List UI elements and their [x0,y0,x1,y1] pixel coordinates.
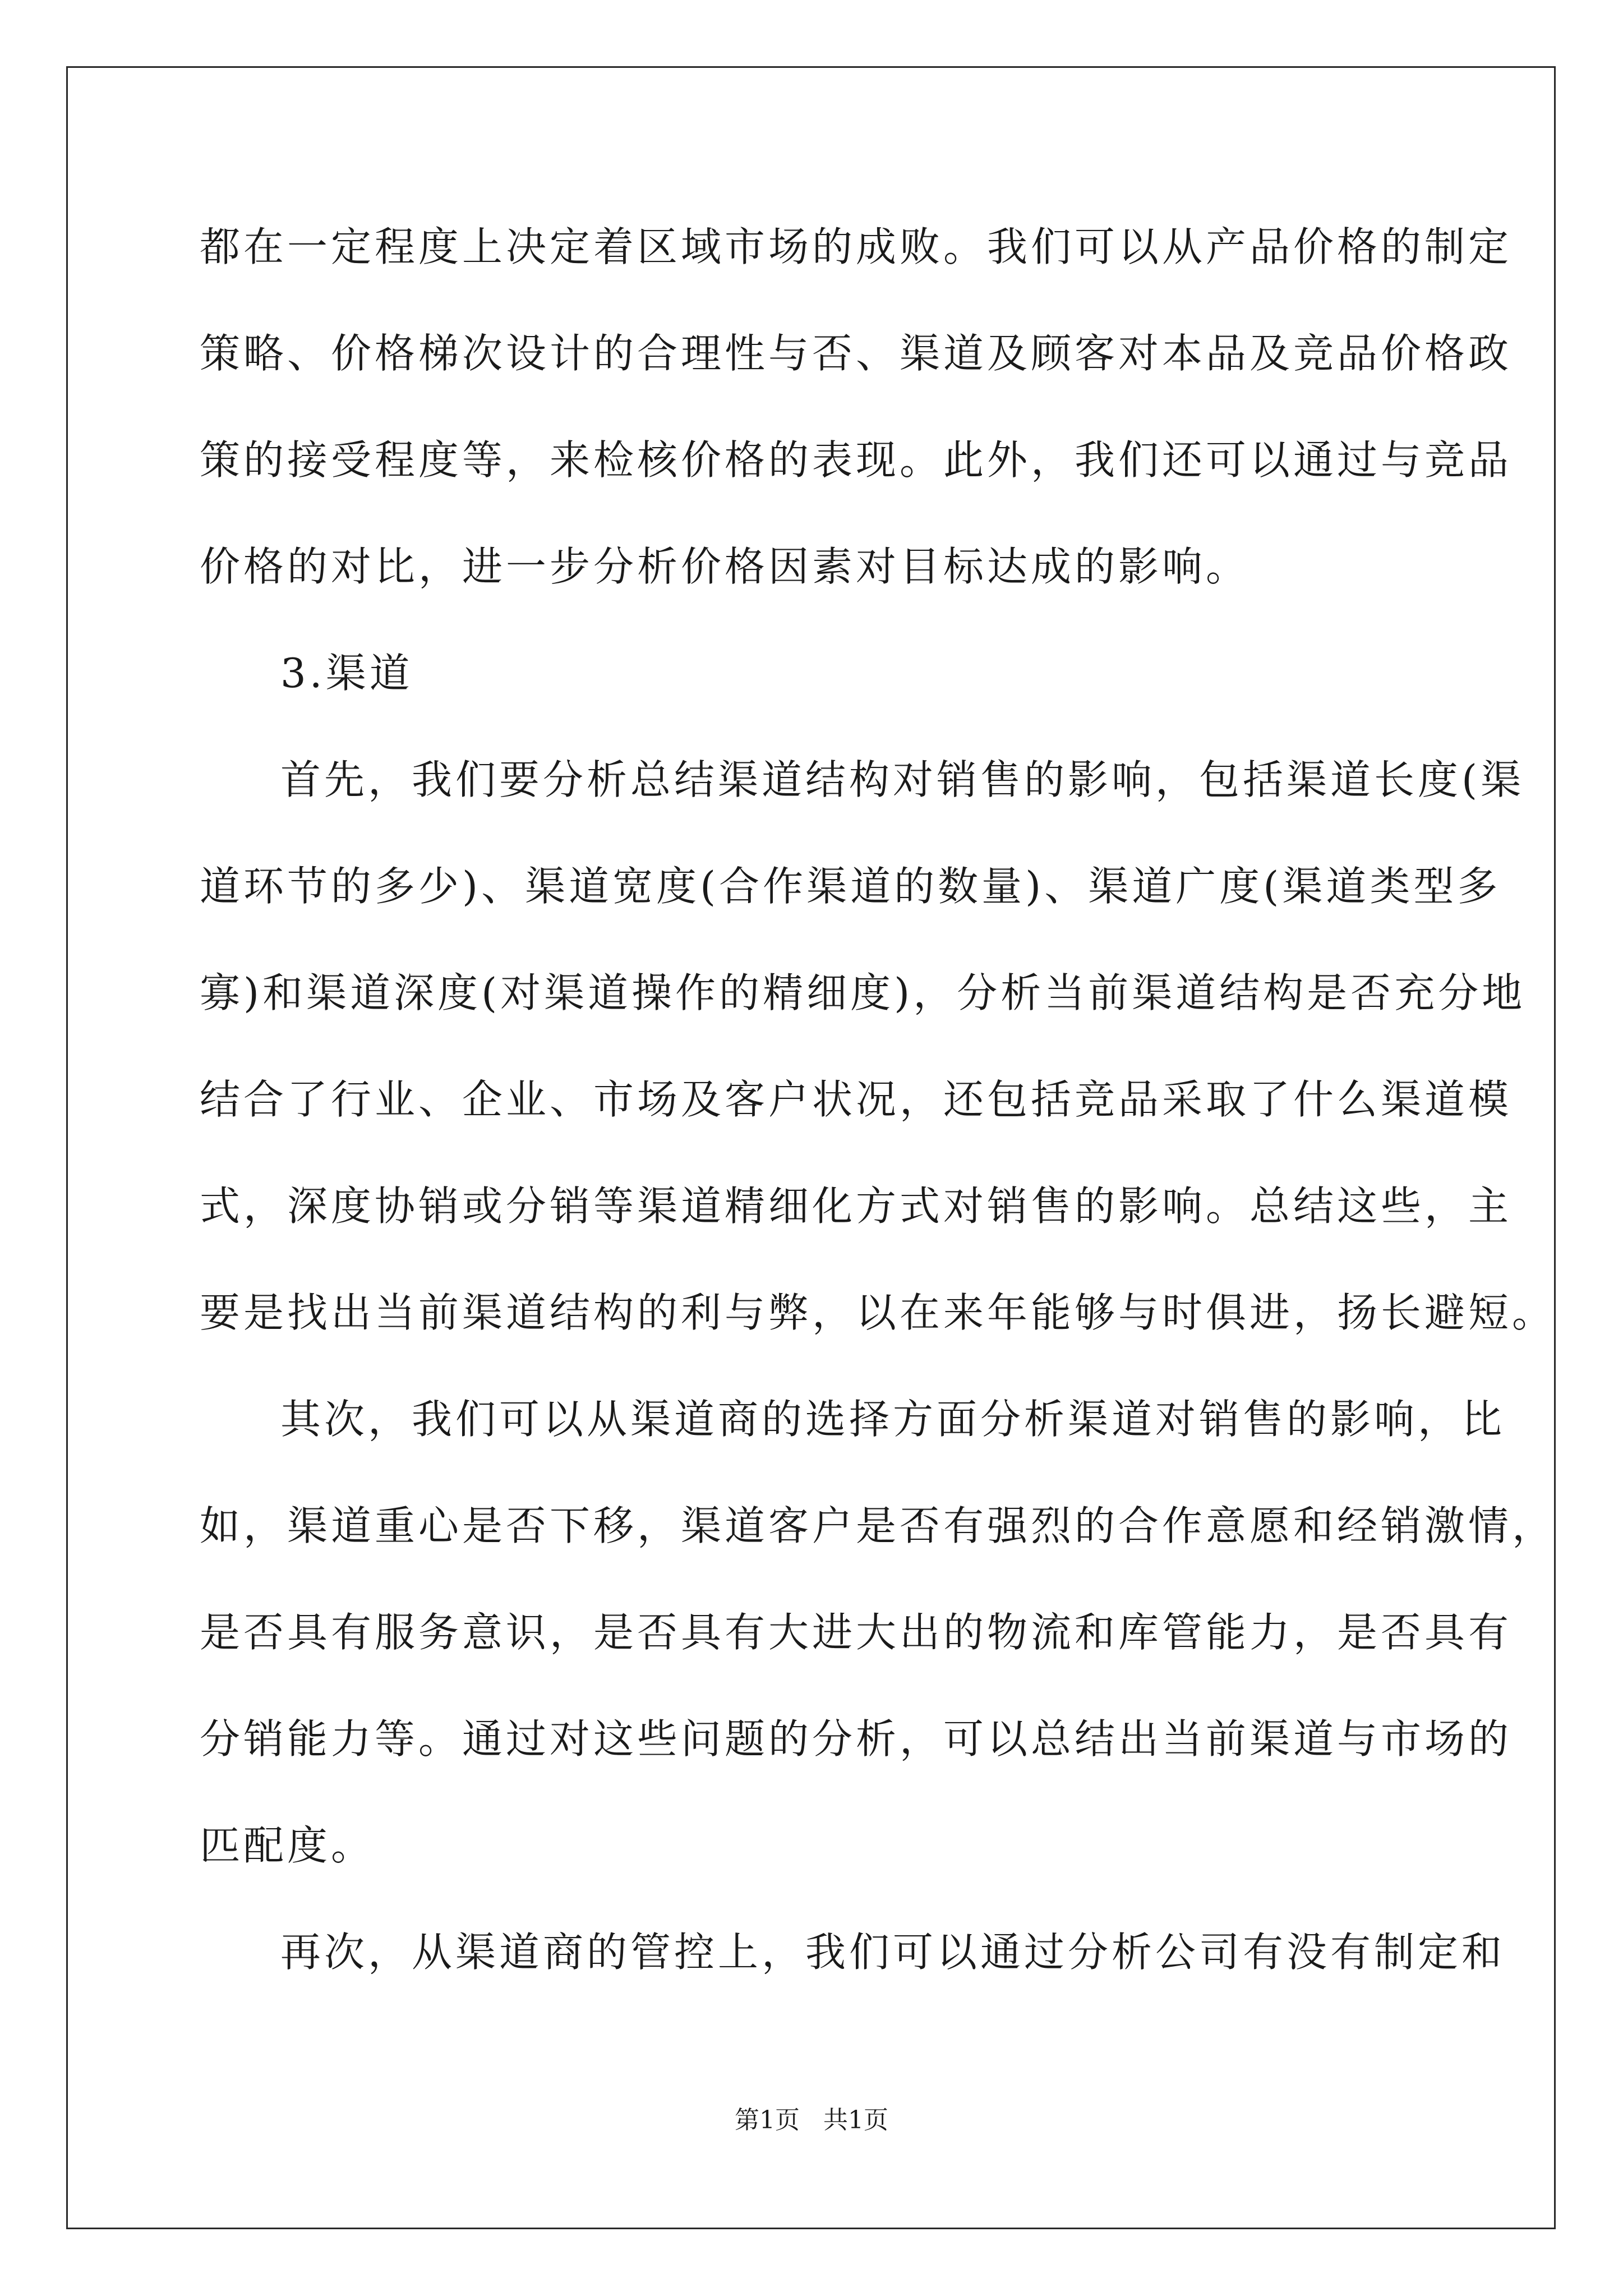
text-line-4: 价格的对比，进一步分析价格因素对目标达成的影响。 [200,543,1250,590]
text-line-9: 结合了行业、企业、市场及客户状况，还包括竞品采取了什么渠道模 [200,1076,1513,1123]
text-line-2: 策略、价格梯次设计的合理性与否、渠道及顾客对本品及竞品价格政 [200,330,1513,377]
text-line-16: 匹配度。 [200,1822,375,1869]
text-line-7: 道环节的多少)、渠道宽度(合作渠道的数量)、渠道广度(渠道类型多 [200,863,1501,910]
page-footer: 第1页 共1页 [735,2106,888,2134]
text-line-15: 分销能力等。通过对这些问题的分析，可以总结出当前渠道与市场的 [200,1715,1513,1763]
text-line-17: 再次，从渠道商的管控上，我们可以通过分析公司有没有制定和 [280,1929,1506,1976]
page-border [66,66,1556,2229]
text-line-8: 寡)和渠道深度(对渠道操作的精细度)，分析当前渠道结构是否充分地 [200,969,1526,1016]
section-heading-channels: 3.渠道 [280,650,413,697]
text-line-1: 都在一定程度上决定着区域市场的成败。我们可以从产品价格的制定 [200,223,1513,270]
text-line-11: 要是找出当前渠道结构的利与弊，以在来年能够与时俱进，扬长避短。 [200,1289,1556,1336]
text-line-13: 如，渠道重心是否下移，渠道客户是否有强烈的合作意愿和经销激情， [200,1502,1556,1549]
text-line-14: 是否具有服务意识，是否具有大进大出的物流和库管能力，是否具有 [200,1609,1513,1656]
text-line-6: 首先，我们要分析总结渠道结构对销售的影响，包括渠道长度(渠 [280,756,1525,803]
text-line-12: 其次，我们可以从渠道商的选择方面分析渠道对销售的影响，比 [280,1396,1506,1443]
text-line-10: 式，深度协销或分销等渠道精细化方式对销售的影响。总结这些，主 [200,1182,1513,1230]
text-line-3: 策的接受程度等，来检核价格的表现。此外，我们还可以通过与竞品 [200,436,1513,484]
